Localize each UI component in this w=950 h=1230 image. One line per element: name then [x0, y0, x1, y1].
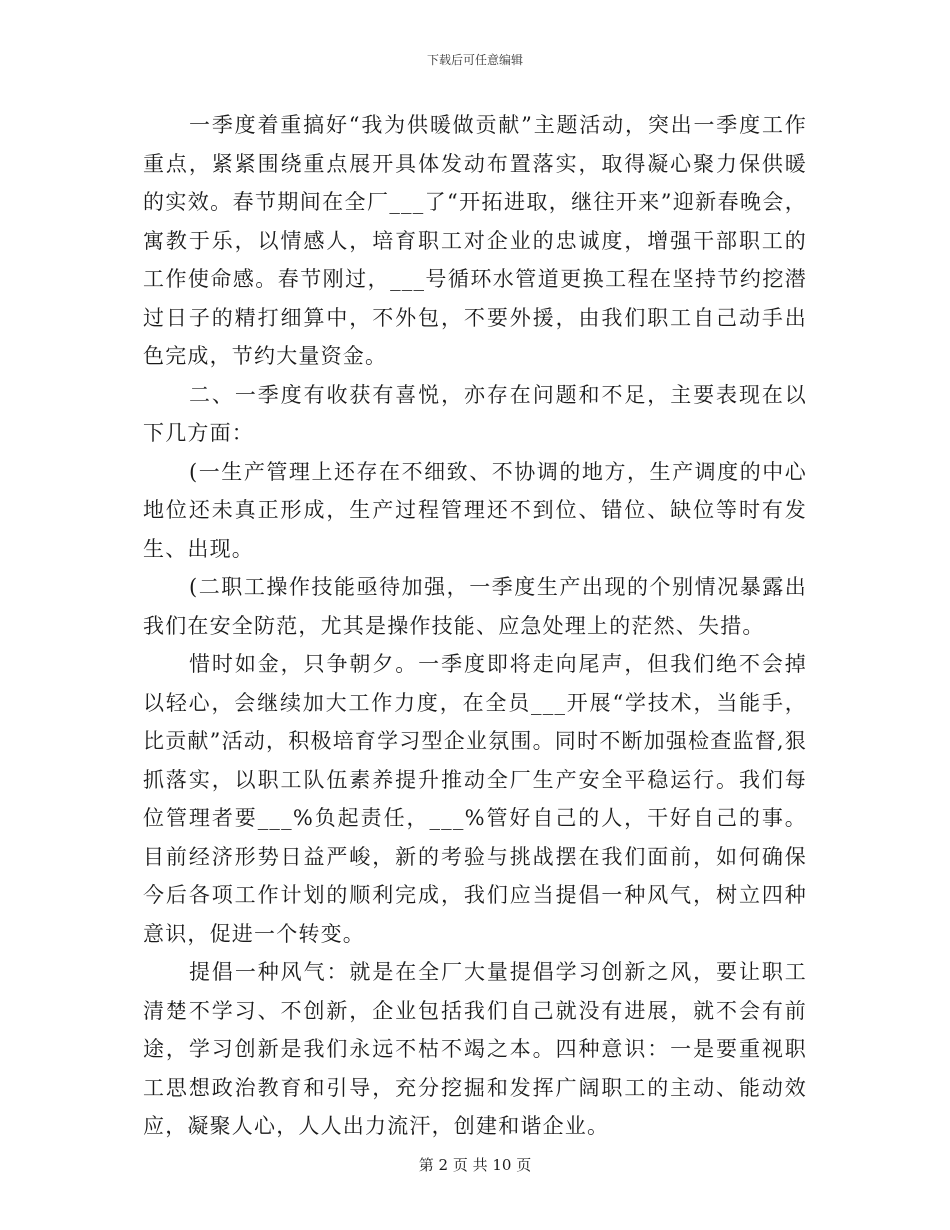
page-number: 第 2 页 共 10 页	[418, 1156, 532, 1174]
document-body	[143, 106, 807, 1146]
paragraph-outlook: 惜时如金，只争朝夕。一季度即将走向尾声，但我们绝不会掉以轻心，会继续加大工作力度，在全员___开展“学技术，当能手，比贡献”活动，积极培育学习型企业氛围。同时不断加强检查监督,狠抓落实，以职工队伍素养提升推动全厂生产安全平稳运行。我们每位管理者要___%负起责任，___%管好自己的人，干好自己的事。目前经济形势日益严峻，新的考验与挑战摆在我们面前，如何确保今后各项工作计划的顺利完成，我们应当提倡一种风气，树立四种意识，促进一个转变。	[143, 652, 807, 946]
paragraph-issues-heading: 二、一季度有收获有喜悦，亦存在问题和不足，主要表现在以下几方面：	[143, 382, 807, 445]
paragraph-q1-activities: 一季度着重搞好“我为供暖做贡献”主题活动，突出一季度工作重点，紧紧围绕重点展开具体发动布置落实，取得凝心聚力保供暖的实效。春节期间在全厂___了“开拓进取，继往开来”迎新春晚会，寓教于乐，以情感人，培育职工对企业的忠诚度，增强干部职工的工作使命感。春节刚过，___号循环水管道更换工程在坚持节约挖潜过日子的精打细算中，不外包，不要外援，由我们职工自己动手出色完成，节约大量资金。	[143, 113, 807, 368]
page-header-note: 下载后可任意编辑	[426, 53, 523, 67]
paragraph-culture: 提倡一种风气：就是在全厂大量提倡学习创新之风，要让职工清楚不学习、不创新，企业包括我们自己就没有进展，就不会有前途，学习创新是我们永远不枯不竭之本。四种意识：一是要重视职工思想政治教育和引导，充分挖掘和发挥广阔职工的主动、能动效应，凝聚人心，人人出力流汗，创建和谐企业。	[143, 960, 807, 1138]
paragraph-issue-skills: (二职工操作技能亟待加强，一季度生产出现的个别情况暴露出我们在安全防范，尤其是操作技能、应急处理上的茫然、失措。	[143, 575, 807, 638]
paragraph-issue-production: (一生产管理上还存在不细致、不协调的地方，生产调度的中心地位还未真正形成，生产过程管理还不到位、错位、缺位等时有发生、出现。	[143, 459, 807, 561]
